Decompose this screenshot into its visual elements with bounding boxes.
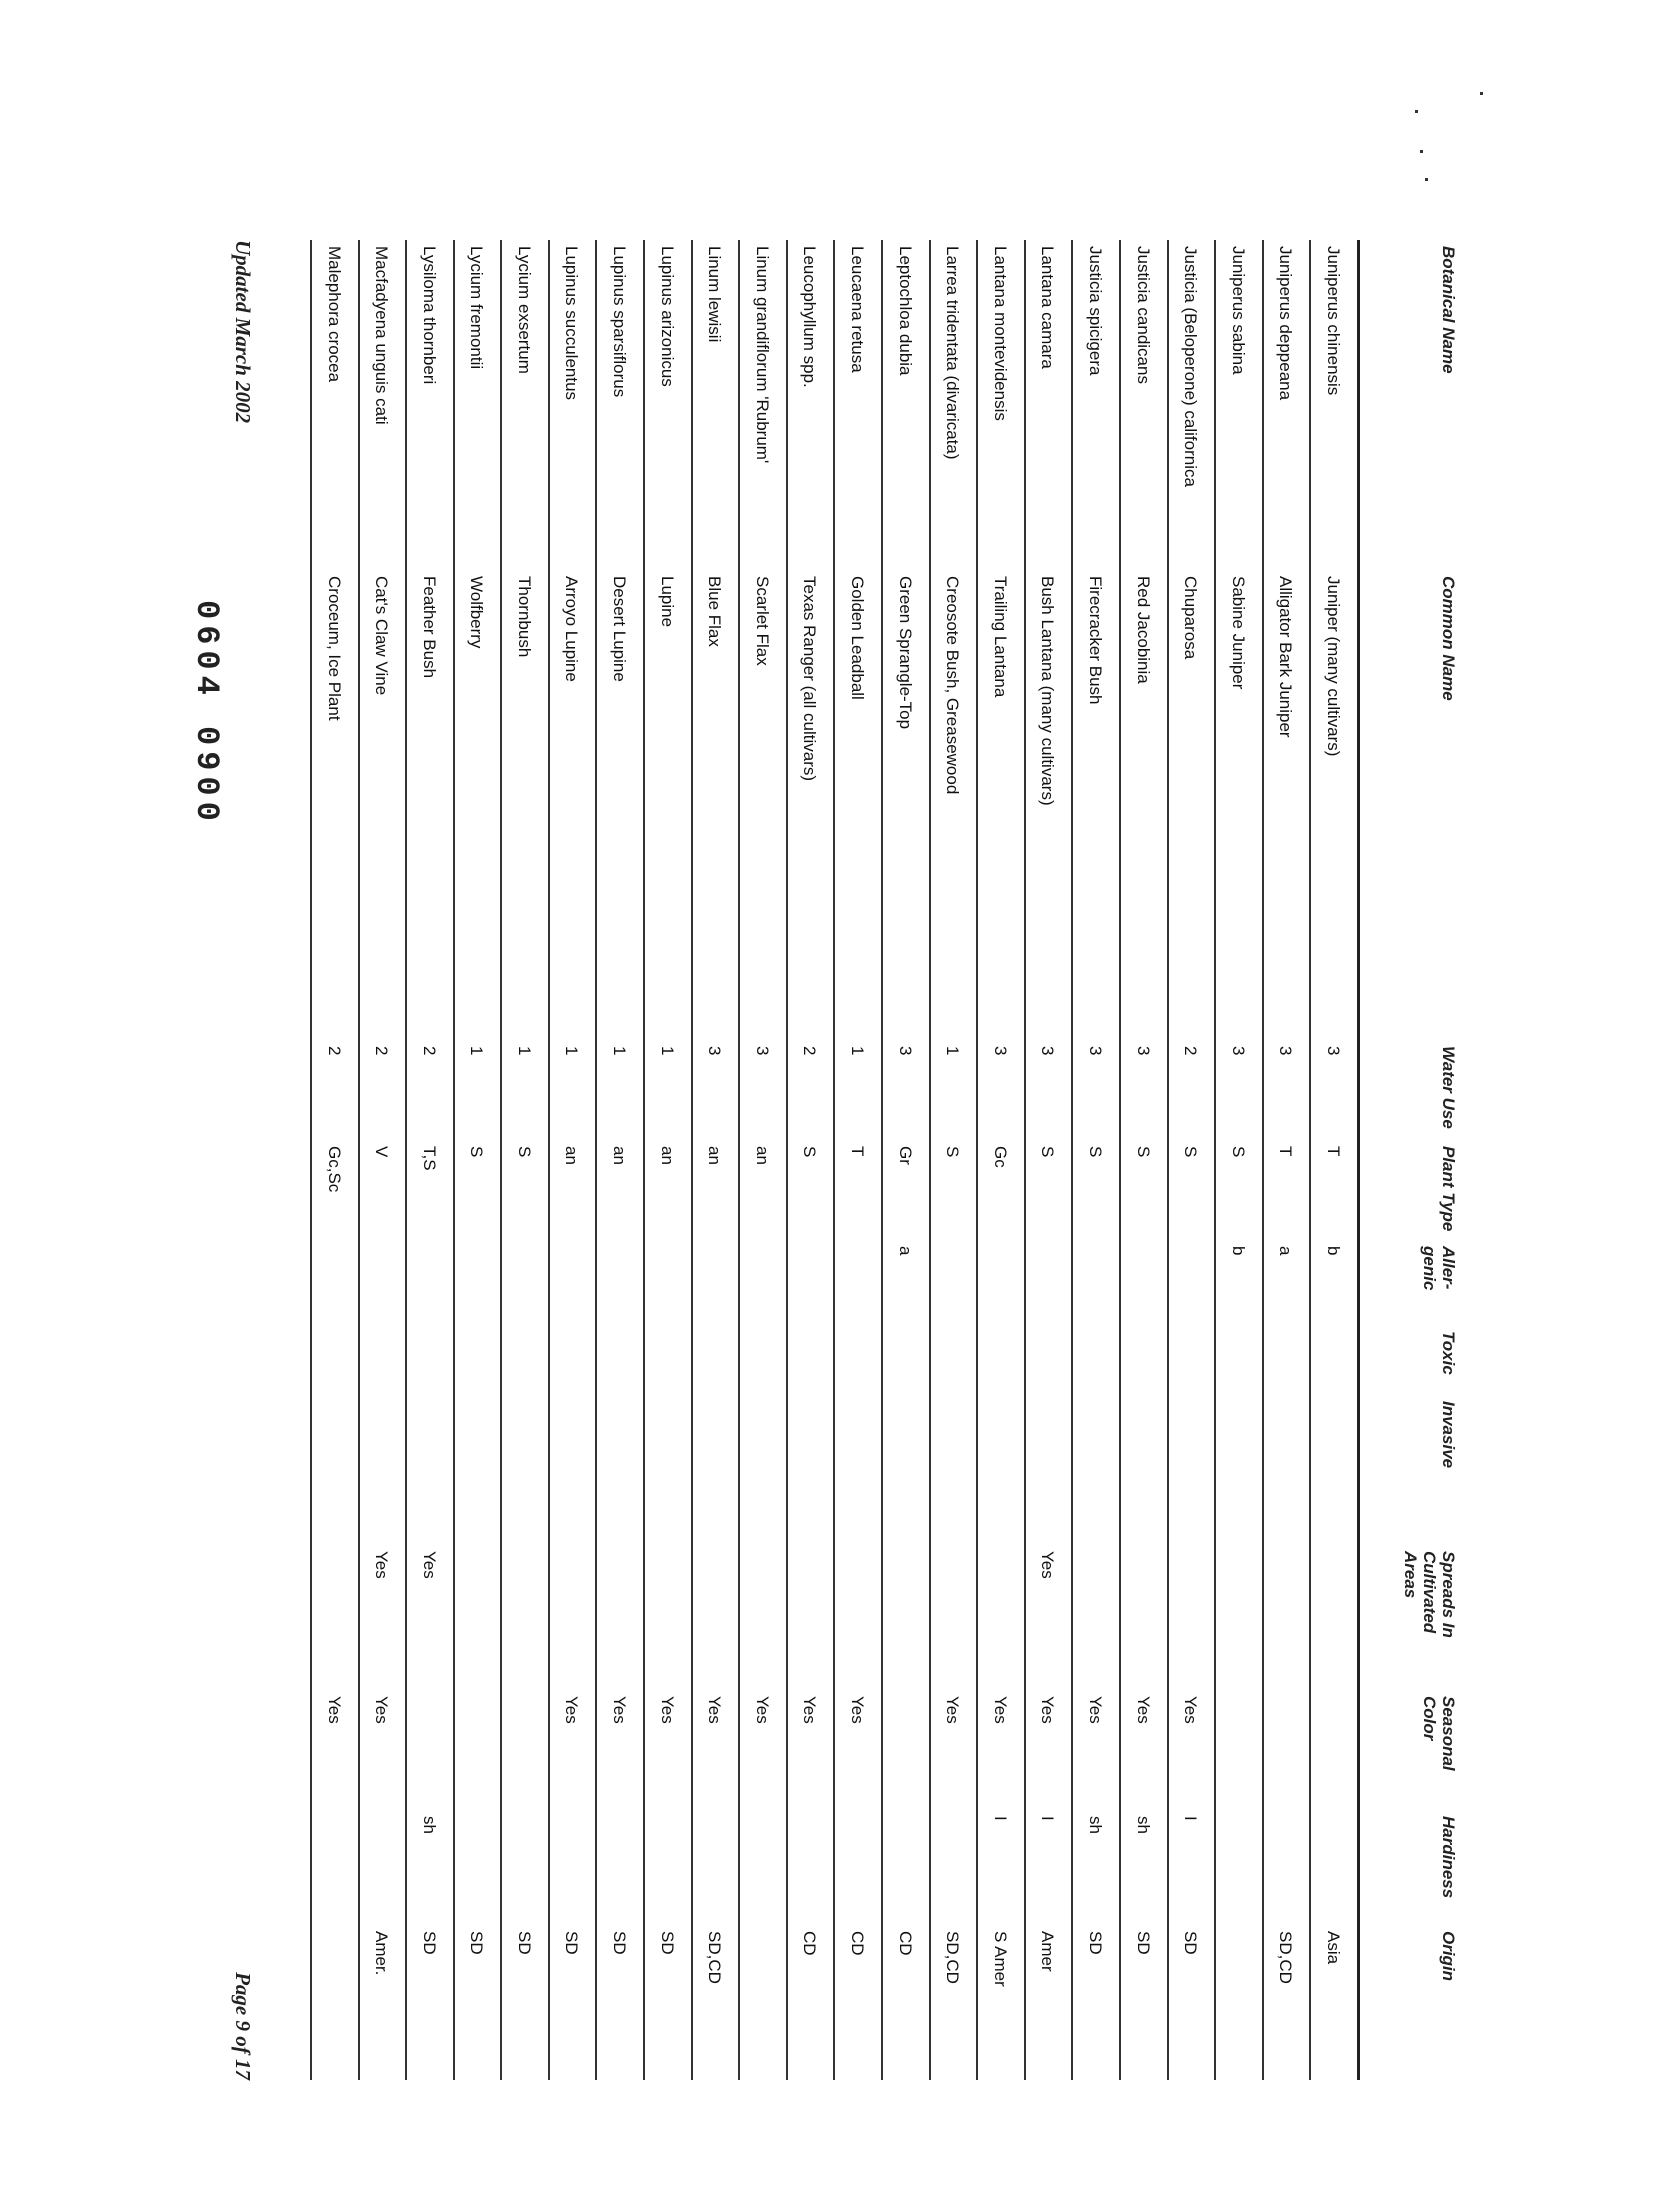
- cell-hardiness: [835, 1810, 881, 1925]
- cell-origin: SD: [562, 1931, 582, 1955]
- cell-toxic: [1026, 1325, 1072, 1395]
- cell-plant-type: S: [514, 1146, 534, 1158]
- cell-origin: CD: [848, 1931, 868, 1956]
- cell-botanical-name: Justicia (Beloperone) californica: [1181, 246, 1201, 487]
- cell-plant-type: S: [1228, 1146, 1248, 1158]
- cell-allergenic: [1169, 1240, 1215, 1325]
- cell-plant-type: S: [1181, 1146, 1201, 1158]
- cell-common-name: Red Jacobinia: [1133, 576, 1153, 684]
- cell-invasive: [502, 1395, 548, 1545]
- cell-hardiness: [598, 1810, 644, 1925]
- cell-common-name: Alligator Bark Juniper: [1276, 576, 1296, 738]
- cell-origin: SD: [467, 1931, 487, 1955]
- cell-origin: S Amer: [990, 1931, 1010, 1987]
- cell-seasonal-color: Yes: [1181, 1696, 1201, 1724]
- cell-seasonal-color: Yes: [324, 1696, 344, 1724]
- cell-origin: SD: [1133, 1931, 1153, 1955]
- cell-common-name: Wolfberry: [467, 576, 487, 649]
- cell-allergenic: [550, 1240, 596, 1325]
- cell-toxic: [740, 1325, 786, 1395]
- cell-spreads: [645, 1545, 691, 1690]
- table-row: [643, 240, 691, 2080]
- cell-hardiness: sh: [419, 1816, 439, 1834]
- cell-seasonal-color: Yes: [752, 1696, 772, 1724]
- cell-water-use: 3: [895, 1046, 915, 1056]
- cell-botanical-name: Lysiloma thornberi: [419, 246, 439, 385]
- cell-invasive: [931, 1395, 977, 1545]
- cell-water-use: 3: [1133, 1046, 1153, 1056]
- cell-toxic: [883, 1325, 929, 1395]
- cell-origin: SD,CD: [1276, 1931, 1296, 1984]
- cell-water-use: 2: [800, 1046, 820, 1056]
- cell-hardiness: [312, 1810, 358, 1925]
- cell-seasonal-color: [502, 1690, 548, 1810]
- table-row: [1167, 240, 1215, 2080]
- cell-common-name: Cat's Claw Vine: [372, 576, 392, 696]
- header-plant-type: Plant Type: [1439, 1146, 1458, 1232]
- cell-origin: [740, 1925, 786, 2080]
- cell-invasive: [1264, 1395, 1310, 1545]
- header-water-use: Water Use: [1439, 1046, 1458, 1129]
- cell-invasive: [835, 1395, 881, 1545]
- cell-common-name: Texas Ranger (all cultivars): [800, 576, 820, 782]
- cell-toxic: [1073, 1325, 1119, 1395]
- cell-plant-type: an: [610, 1146, 630, 1165]
- header-allergenic: Aller- genic: [1420, 1246, 1458, 1291]
- table-row: [1214, 240, 1262, 2080]
- cell-spreads: [931, 1545, 977, 1690]
- cell-seasonal-color: [1216, 1690, 1262, 1810]
- header-spreads: Spreads In Cultivated Areas: [1401, 1551, 1458, 1638]
- header-toxic: Toxic: [1439, 1331, 1458, 1375]
- cell-water-use: 1: [848, 1046, 868, 1056]
- cell-allergenic: [645, 1240, 691, 1325]
- cell-origin: [312, 1925, 358, 2080]
- cell-seasonal-color: Yes: [657, 1696, 677, 1724]
- cell-invasive: [455, 1395, 501, 1545]
- cell-common-name: Blue Flax: [705, 576, 725, 647]
- cell-botanical-name: Lupinus arizonicus: [657, 246, 677, 387]
- cell-invasive: [598, 1395, 644, 1545]
- cell-seasonal-color: Yes: [848, 1696, 868, 1724]
- cell-spreads: Yes: [372, 1551, 392, 1579]
- cell-origin: Asia: [1324, 1931, 1343, 1965]
- cell-invasive: [978, 1395, 1024, 1545]
- cell-botanical-name: Justicia spicigera: [1086, 246, 1106, 376]
- cell-common-name: Arroyo Lupine: [562, 576, 582, 682]
- cell-origin: SD: [1086, 1931, 1106, 1955]
- cell-common-name: Firecracker Bush: [1086, 576, 1106, 705]
- header-seasonal-color: Seasonal Color: [1420, 1696, 1458, 1771]
- cell-common-name: Croceum, Ice Plant: [324, 576, 344, 721]
- cell-seasonal-color: Yes: [705, 1696, 725, 1724]
- cell-allergenic: [978, 1240, 1024, 1325]
- table-row: [691, 240, 739, 2080]
- cell-spreads: [978, 1545, 1024, 1690]
- plant-table: [310, 240, 1470, 2080]
- cell-botanical-name: Leptochloa dubia: [895, 246, 915, 376]
- cell-seasonal-color: Yes: [1133, 1696, 1153, 1724]
- cell-toxic: [360, 1325, 406, 1395]
- cell-spreads: [598, 1545, 644, 1690]
- cell-origin: Amer.: [372, 1931, 392, 1976]
- cell-toxic: [1311, 1325, 1357, 1395]
- table-header: [1357, 240, 1470, 2080]
- cell-toxic: [978, 1325, 1024, 1395]
- cell-spreads: [312, 1545, 358, 1690]
- cell-water-use: 2: [324, 1046, 344, 1056]
- cell-common-name: Chuparosa: [1181, 576, 1201, 660]
- cell-water-use: 3: [705, 1046, 725, 1056]
- cell-common-name: Green Sprangle-Top: [895, 576, 915, 730]
- cell-toxic: [312, 1325, 358, 1395]
- cell-water-use: 2: [1181, 1046, 1201, 1056]
- cell-allergenic: [1073, 1240, 1119, 1325]
- table-row: [405, 240, 453, 2080]
- cell-allergenic: b: [1324, 1246, 1343, 1256]
- cell-botanical-name: Juniperus chinensis: [1324, 246, 1343, 396]
- cell-spreads: Yes: [419, 1551, 439, 1579]
- cell-allergenic: [740, 1240, 786, 1325]
- cell-invasive: [740, 1395, 786, 1545]
- cell-toxic: [1169, 1325, 1215, 1395]
- table-row: [929, 240, 977, 2080]
- header-hardiness: Hardiness: [1439, 1816, 1458, 1899]
- cell-hardiness: [1216, 1810, 1262, 1925]
- table-row: [1262, 240, 1310, 2080]
- table-row: [1309, 240, 1357, 2080]
- cell-origin: [1216, 1925, 1262, 2080]
- cell-water-use: 3: [1324, 1046, 1343, 1056]
- cell-spreads: [1216, 1545, 1262, 1690]
- cell-allergenic: [360, 1240, 406, 1325]
- rotated-sheet: [188, 220, 1500, 2110]
- cell-allergenic: [835, 1240, 881, 1325]
- cell-seasonal-color: [1264, 1690, 1310, 1810]
- cell-botanical-name: Larrea tridentata (divaricata): [943, 246, 963, 460]
- cell-seasonal-color: [1311, 1690, 1357, 1810]
- cell-common-name: Desert Lupine: [610, 576, 630, 682]
- cell-toxic: [931, 1325, 977, 1395]
- table-row: [1119, 240, 1167, 2080]
- cell-common-name: Juniper (many cultivars): [1324, 576, 1343, 757]
- cell-plant-type: Gr: [895, 1146, 915, 1165]
- cell-water-use: 3: [990, 1046, 1010, 1056]
- cell-spreads: [1311, 1545, 1357, 1690]
- cell-spreads: [1264, 1545, 1310, 1690]
- cell-hardiness: sh: [1133, 1816, 1153, 1834]
- cell-toxic: [693, 1325, 739, 1395]
- cell-botanical-name: Juniperus sabina: [1228, 246, 1248, 375]
- header-invasive: Invasive: [1439, 1401, 1458, 1469]
- header-botanical-name: Botanical Name: [1439, 246, 1458, 374]
- cell-seasonal-color: Yes: [562, 1696, 582, 1724]
- cell-botanical-name: Justicia candicans: [1133, 246, 1153, 384]
- cell-botanical-name: Leucaena retusa: [848, 246, 868, 373]
- cell-invasive: [1121, 1395, 1167, 1545]
- cell-common-name: Trailing Lantana: [990, 576, 1010, 698]
- cell-common-name: Creosote Bush, Greasewood: [943, 576, 963, 795]
- cell-hardiness: [931, 1810, 977, 1925]
- cell-seasonal-color: [883, 1690, 929, 1810]
- cell-seasonal-color: Yes: [1086, 1696, 1106, 1724]
- scan-speck: [1415, 110, 1418, 113]
- cell-hardiness: [502, 1810, 548, 1925]
- cell-invasive: [1216, 1395, 1262, 1545]
- cell-botanical-name: Linum lewisii: [705, 246, 725, 343]
- cell-origin: CD: [800, 1931, 820, 1956]
- cell-seasonal-color: Yes: [943, 1696, 963, 1724]
- cell-spreads: [1121, 1545, 1167, 1690]
- cell-origin: SD,CD: [705, 1931, 725, 1984]
- cell-toxic: [598, 1325, 644, 1395]
- cell-water-use: 3: [752, 1046, 772, 1056]
- footer-page-number: Page 9 of 17: [231, 1972, 255, 2080]
- cell-spreads: [455, 1545, 501, 1690]
- footer-updated: Updated March 2002: [231, 240, 255, 424]
- cell-botanical-name: Lantana montevidensis: [990, 246, 1010, 421]
- cell-botanical-name: Linum grandiflorum 'Rubrum': [752, 246, 772, 464]
- cell-plant-type: S: [1086, 1146, 1106, 1158]
- table-row: [358, 240, 406, 2080]
- cell-botanical-name: Lupinus succulentus: [562, 246, 582, 401]
- cell-seasonal-color: Yes: [372, 1696, 392, 1724]
- cell-seasonal-color: Yes: [800, 1696, 820, 1724]
- table-row: [833, 240, 881, 2080]
- table-row: [548, 240, 596, 2080]
- cell-hardiness: [550, 1810, 596, 1925]
- cell-spreads: [1169, 1545, 1215, 1690]
- cell-spreads: [550, 1545, 596, 1690]
- cell-common-name: Feather Bush: [419, 576, 439, 679]
- cell-toxic: [550, 1325, 596, 1395]
- cell-invasive: [693, 1395, 739, 1545]
- cell-allergenic: b: [1228, 1246, 1248, 1256]
- cell-seasonal-color: [407, 1690, 453, 1810]
- cell-plant-type: an: [705, 1146, 725, 1165]
- cell-origin: SD: [514, 1931, 534, 1955]
- cell-invasive: [407, 1395, 453, 1545]
- document-stamp: 0604 0900: [188, 600, 225, 827]
- cell-toxic: [407, 1325, 453, 1395]
- cell-toxic: [502, 1325, 548, 1395]
- table-body: [310, 240, 1357, 2080]
- cell-allergenic: a: [1276, 1246, 1296, 1256]
- cell-invasive: [1311, 1395, 1357, 1545]
- cell-seasonal-color: [455, 1690, 501, 1810]
- cell-spreads: [883, 1545, 929, 1690]
- cell-toxic: [835, 1325, 881, 1395]
- cell-origin: SD: [610, 1931, 630, 1955]
- cell-invasive: [1169, 1395, 1215, 1545]
- cell-origin: SD: [419, 1931, 439, 1955]
- table-row: [786, 240, 834, 2080]
- cell-plant-type: S: [800, 1146, 820, 1158]
- cell-water-use: 3: [1228, 1046, 1248, 1056]
- cell-plant-type: T: [1324, 1146, 1343, 1157]
- cell-origin: SD: [1181, 1931, 1201, 1955]
- cell-botanical-name: Malephora crocea: [324, 246, 344, 383]
- cell-hardiness: [883, 1810, 929, 1925]
- cell-plant-type: S: [943, 1146, 963, 1158]
- cell-plant-type: S: [467, 1146, 487, 1158]
- cell-allergenic: [598, 1240, 644, 1325]
- cell-botanical-name: Lupinus sparsiflorus: [610, 246, 630, 398]
- cell-hardiness: I: [1038, 1816, 1058, 1821]
- cell-invasive: [788, 1395, 834, 1545]
- cell-spreads: [740, 1545, 786, 1690]
- cell-allergenic: [502, 1240, 548, 1325]
- cell-hardiness: I: [990, 1816, 1010, 1821]
- cell-invasive: [1073, 1395, 1119, 1545]
- cell-plant-type: S: [1133, 1146, 1153, 1158]
- cell-botanical-name: Macfadyena unguis cati: [372, 246, 392, 425]
- cell-common-name: Scarlet Flax: [752, 576, 772, 666]
- table-row: [310, 240, 358, 2080]
- cell-water-use: 1: [943, 1046, 963, 1056]
- cell-hardiness: [645, 1810, 691, 1925]
- table-row: [1024, 240, 1072, 2080]
- cell-toxic: [645, 1325, 691, 1395]
- cell-invasive: [312, 1395, 358, 1545]
- cell-toxic: [1216, 1325, 1262, 1395]
- cell-water-use: 1: [610, 1046, 630, 1056]
- header-common-name: Common Name: [1439, 576, 1458, 701]
- scan-speck: [1420, 150, 1423, 153]
- cell-allergenic: [407, 1240, 453, 1325]
- cell-plant-type: an: [752, 1146, 772, 1165]
- cell-origin: SD: [657, 1931, 677, 1955]
- cell-plant-type: V: [372, 1146, 392, 1158]
- cell-plant-type: T: [1276, 1146, 1296, 1157]
- table-row: [976, 240, 1024, 2080]
- cell-toxic: [1264, 1325, 1310, 1395]
- cell-toxic: [788, 1325, 834, 1395]
- cell-botanical-name: Lycium fremontii: [467, 246, 487, 370]
- cell-seasonal-color: Yes: [990, 1696, 1010, 1724]
- cell-botanical-name: Juniperus deppeana: [1276, 246, 1296, 401]
- table-row: [1071, 240, 1119, 2080]
- table-row: [500, 240, 548, 2080]
- cell-hardiness: [1311, 1810, 1357, 1925]
- cell-water-use: 2: [419, 1046, 439, 1056]
- cell-origin: SD,CD: [943, 1931, 963, 1984]
- cell-origin: CD: [895, 1931, 915, 1956]
- cell-allergenic: a: [895, 1246, 915, 1256]
- cell-plant-type: T: [848, 1146, 868, 1157]
- cell-common-name: Sabine Juniper: [1228, 576, 1248, 690]
- cell-invasive: [1026, 1395, 1072, 1545]
- cell-invasive: [360, 1395, 406, 1545]
- cell-toxic: [455, 1325, 501, 1395]
- cell-hardiness: sh: [1086, 1816, 1106, 1834]
- cell-water-use: 3: [1086, 1046, 1106, 1056]
- cell-hardiness: [1264, 1810, 1310, 1925]
- cell-water-use: 3: [1038, 1046, 1058, 1056]
- cell-botanical-name: Leucophyllum spp.: [800, 246, 820, 388]
- cell-water-use: 2: [372, 1046, 392, 1056]
- table-row: [738, 240, 786, 2080]
- cell-plant-type: T,S: [419, 1146, 439, 1171]
- cell-allergenic: [455, 1240, 501, 1325]
- cell-water-use: 1: [467, 1046, 487, 1056]
- table-row: [881, 240, 929, 2080]
- cell-water-use: 3: [1276, 1046, 1296, 1056]
- cell-invasive: [550, 1395, 596, 1545]
- cell-spreads: [835, 1545, 881, 1690]
- cell-water-use: 1: [514, 1046, 534, 1056]
- cell-water-use: 1: [562, 1046, 582, 1056]
- cell-allergenic: [693, 1240, 739, 1325]
- cell-seasonal-color: Yes: [610, 1696, 630, 1724]
- cell-plant-type: S: [1038, 1146, 1058, 1158]
- cell-botanical-name: Lantana camara: [1038, 246, 1058, 369]
- cell-common-name: Lupine: [657, 576, 677, 628]
- cell-hardiness: [788, 1810, 834, 1925]
- cell-hardiness: [693, 1810, 739, 1925]
- scan-speck: [1480, 92, 1483, 95]
- cell-invasive: [645, 1395, 691, 1545]
- cell-spreads: Yes: [1038, 1551, 1058, 1579]
- cell-plant-type: an: [562, 1146, 582, 1165]
- cell-hardiness: [740, 1810, 786, 1925]
- cell-allergenic: [312, 1240, 358, 1325]
- cell-plant-type: Gc,Sc: [324, 1146, 344, 1193]
- cell-water-use: 1: [657, 1046, 677, 1056]
- header-origin: Origin: [1439, 1931, 1458, 1982]
- cell-hardiness: [455, 1810, 501, 1925]
- cell-origin: Amer: [1038, 1931, 1058, 1972]
- cell-spreads: [788, 1545, 834, 1690]
- cell-allergenic: [1121, 1240, 1167, 1325]
- table-row: [596, 240, 644, 2080]
- cell-plant-type: Gc: [990, 1146, 1010, 1168]
- cell-common-name: Thornbush: [514, 576, 534, 658]
- cell-allergenic: [788, 1240, 834, 1325]
- cell-hardiness: I: [1181, 1816, 1201, 1821]
- cell-seasonal-color: Yes: [1038, 1696, 1058, 1724]
- cell-common-name: Golden Leadball: [848, 576, 868, 700]
- cell-plant-type: an: [657, 1146, 677, 1165]
- cell-toxic: [1121, 1325, 1167, 1395]
- cell-common-name: Bush Lantana (many cultivars): [1038, 576, 1058, 806]
- cell-spreads: [693, 1545, 739, 1690]
- cell-allergenic: [1026, 1240, 1072, 1325]
- table-row: [453, 240, 501, 2080]
- cell-spreads: [1073, 1545, 1119, 1690]
- cell-spreads: [502, 1545, 548, 1690]
- cell-hardiness: [360, 1810, 406, 1925]
- cell-allergenic: [931, 1240, 977, 1325]
- scan-speck: [1425, 178, 1428, 181]
- cell-botanical-name: Lycium exsertum: [514, 246, 534, 374]
- cell-invasive: [883, 1395, 929, 1545]
